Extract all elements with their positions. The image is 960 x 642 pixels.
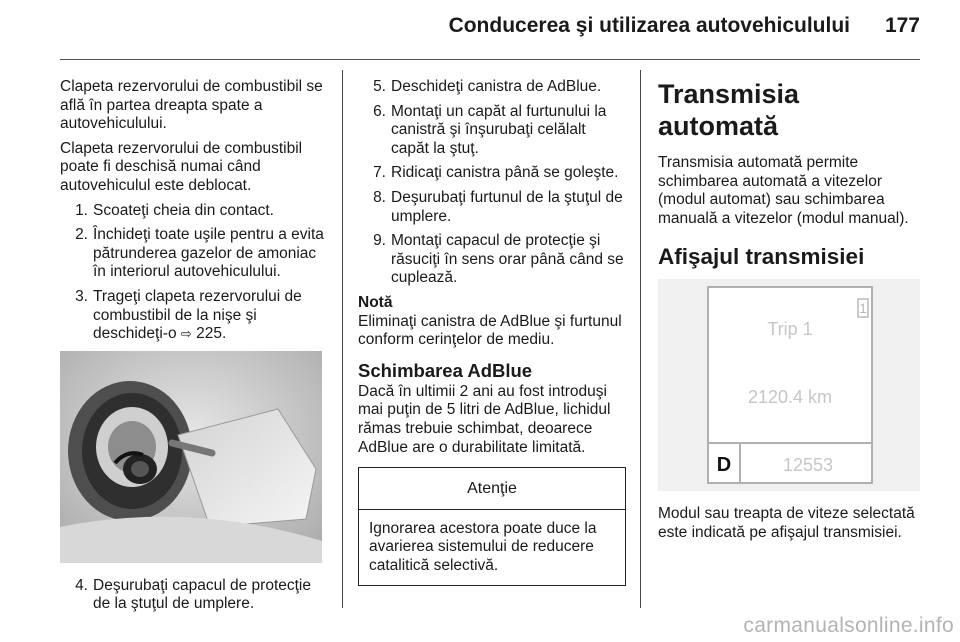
warning-title: Atenţie [359, 468, 625, 510]
step-text-wrap [93, 288, 326, 345]
list-item [358, 103, 626, 159]
paragraph: Clapeta rezervorului de combustibil poate fi deschisă numai când autovehiculul este deblocat. [60, 139, 303, 194]
odometer: 12553 [782, 454, 834, 475]
list-item [60, 226, 326, 282]
step-text: Deşurubaţi furtunul de la ştuţul de umplere. [391, 188, 623, 225]
fuel-filler-photo [60, 351, 322, 563]
header-title: Conducerea şi utilizarea autovehiculului [448, 14, 850, 37]
warning-box [358, 467, 626, 586]
section-heading: Transmisia automată [658, 79, 800, 141]
step-text: Deşurubaţi capacul de protecţie de la ştuţul de umplere. [93, 576, 311, 613]
step-text: Montaţi capacul de protecţie şi răsuciţi în sens orar până când se cuplează. [391, 232, 624, 287]
step-number: 7. [373, 164, 386, 182]
list-item [358, 78, 626, 97]
step-number: 6. [373, 102, 386, 120]
corner-indicator: 1 [859, 299, 867, 316]
step-text: Montaţi un capăt al furtunului la canistră şi înşurubaţi celălalt capăt la ştuţ. [391, 102, 607, 157]
warning-text: Ignorarea acestora poate duce la avarierea sistemului de reducere catalitică selectivă. [369, 519, 597, 574]
intro-text: Transmisia automată permite schimbarea automată a vitezelor (modul automat) sau schimbarea manuală a vitezelor (modul manual). [658, 154, 909, 227]
section-title: Schimbarea AdBlue [358, 359, 533, 381]
step-text: Scoateţi cheia din contact. [93, 201, 274, 219]
column-1 [60, 78, 326, 620]
step-number: 3. [75, 287, 88, 305]
step-text: Deschideţi canistra de AdBlue. [391, 78, 602, 95]
paragraph: Clapeta rezervorului de combustibil se află în partea dreapta spate a autovehiculului. [60, 78, 323, 133]
trip-label: Trip 1 [767, 318, 813, 339]
step-number: 5. [373, 78, 386, 95]
section-text: Dacă în ultimii 2 ani au fost introduşi mai puţin de 5 litri de AdBlue, lichidul rămas trebuie schimbat, deoarece AdBlue are o durabilitate limitată. [358, 382, 611, 456]
column-3 [658, 78, 924, 548]
step-text: Ridicaţi canistra până se goleşte. [391, 164, 619, 182]
step-number: 1. [75, 201, 88, 219]
list-item [60, 202, 326, 221]
note-text: Eliminaţi canistra de AdBlue şi furtunul conform cerinţelor de mediu. [358, 312, 622, 349]
step-number: 8. [373, 188, 386, 206]
page-number: 177 [884, 14, 920, 37]
step-text: Închideţi toate uşile pentru a evita pătrunderea gazelor de amoniac în interiorul autovehiculului. [93, 226, 324, 281]
list-item [358, 232, 626, 288]
watermark: carmanualsonline.info [743, 614, 954, 637]
trip-distance: 2120.4 km [747, 386, 833, 407]
list-item [60, 577, 326, 614]
transmission-display [658, 279, 920, 491]
step-number: 9. [373, 232, 386, 250]
list-item [358, 189, 626, 226]
header-rule [60, 59, 920, 60]
list-item [358, 164, 626, 183]
column-divider [342, 70, 343, 608]
caption: Modul sau treapta de viteze selectată este indicată pe afişajul transmisiei. [658, 504, 915, 541]
column-divider [640, 70, 641, 608]
note-title: Notă [358, 293, 393, 311]
step-text: Trageţi clapeta rezervorului de combustibil de la nişe şi deschideţi-o [93, 287, 302, 343]
subsection-heading: Afişajul transmisiei [658, 244, 865, 270]
column-2 [358, 78, 626, 586]
gear-indicator: D [716, 453, 732, 476]
page-reference-icon: ⇨ [180, 327, 192, 343]
list-item [60, 288, 326, 345]
step-number: 2. [75, 226, 88, 244]
page-reference[interactable]: 225. [196, 325, 227, 343]
step-number: 4. [75, 576, 88, 594]
